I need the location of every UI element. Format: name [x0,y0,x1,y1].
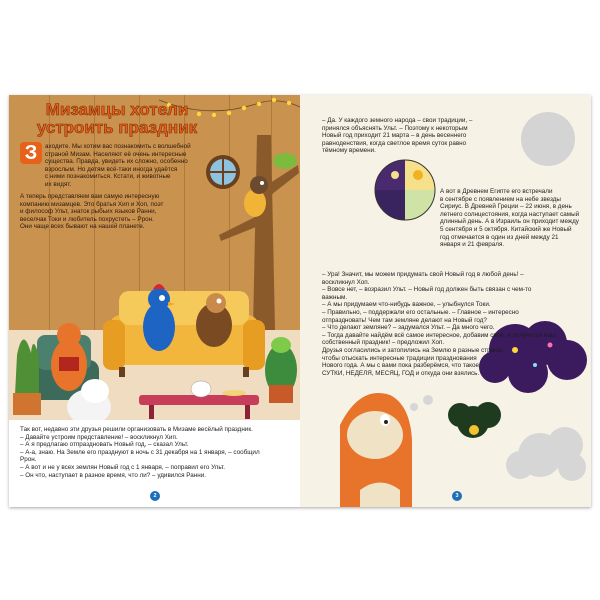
orange-character-thinking [340,393,412,507]
intro-paragraph-2: А теперь представляем вам самую интересную компанию мизамцев. Это братья Хип и Хоп, поэт и философ Ульт, знаток рыбьих языков Ранни, веселчак Токи и любитель похрустеть – Ррон. Они чаще всех бывают на нашей планете. [20,193,164,231]
coffee-table [139,381,259,419]
dialogue-text: – Ура! Значит, мы можем придумать свой Новый год в любой день! – воскликнул Хоп. – Вовсе нет, – возразил Ульт. – Новый год должен быть связан с чем-то важным. – А мы придумаем что-нибудь важное, – улыбнулся Токи. – Правильно, – поддержали его остальные. – Главное – интересно отпраздновать! Чем там земляне делают на Новый год? – Что делают земляне? – задумался Ульт. – Да много чего. – Тогда давайте найдём всё самое интересное, добавим своё, и получится наш собственный праздник! – предложил Хоп. Друзья согласились и затопились на Землю в разные страны, чтобы отыскать интересные традиции празднования Нового года. А мы с вами пока разберёмся, что такое [322,271,557,370]
left-page [9,95,300,507]
book-spread [9,95,591,507]
page-number-left: 2 [150,491,160,501]
drop-cap: З [20,142,42,164]
sofa [103,291,265,377]
page-title: Мизамцы хотели устроить праздник [36,100,198,137]
orange-character-reading [51,323,87,391]
intro-paragraph: аходите. Мы хотим вас познакомить с волшебной страной Мизам. Населяют её очень интересные существа. Правда, увидеть их сложно, особенно взрослым. Но детям всё-таки иногда удаётся с ними познакомиться. Кстати, и животные их видят. [45,143,191,188]
paragraph-traditions: – Да. У каждого земного народа – свои традиции, – принялся объяснять Ульт. – Поэтому к некоторым Новый год приходит 21 марта – в день весеннего равноденствия, когда светлое время суток равно тёмному времени. [322,117,473,155]
right-page [300,95,591,507]
ornament-cloud [448,402,501,438]
thought-cloud [506,427,586,481]
day-night-circle-icon [375,160,435,220]
closing-line: СУТКИ, НЕДЕЛЯ, МЕСЯЦ, ГОД и откуда они взялись. [322,370,480,377]
paragraph-egypt: А вот в Древнем Египте его встречали в сентябре с появлением на небе звезды Сириус. В Древней Греции – 22 июня, в день летнего солнцестояния, когда наступает самый длинный день. А в Израиль он приходит между 5 сентября и 5 октября. Китайский же Новый год отмечается в один из дней между 21 января и 21 февраля. [440,188,580,249]
story-text: Так вот, недавно эти друзья решили организовать в Мизаме весёлый праздник. – Давайте устроим представление! – воскликнул Хип. – А я предлагаю отпраздновать Новый год, – сказал Ульт. – А-а, знаю. На Земле его празднуют в ночь с 31 декабря на 1 января, – сообщил Ррон. – А вот и не у всех землян Новый год с 1 января, – поправил его Ульт. – Он что, наступает в разное время, что ли? – удивился Ранни. [20,426,260,479]
round-window [206,155,240,189]
page-number-right: 3 [452,491,462,501]
grey-circle [521,112,575,166]
